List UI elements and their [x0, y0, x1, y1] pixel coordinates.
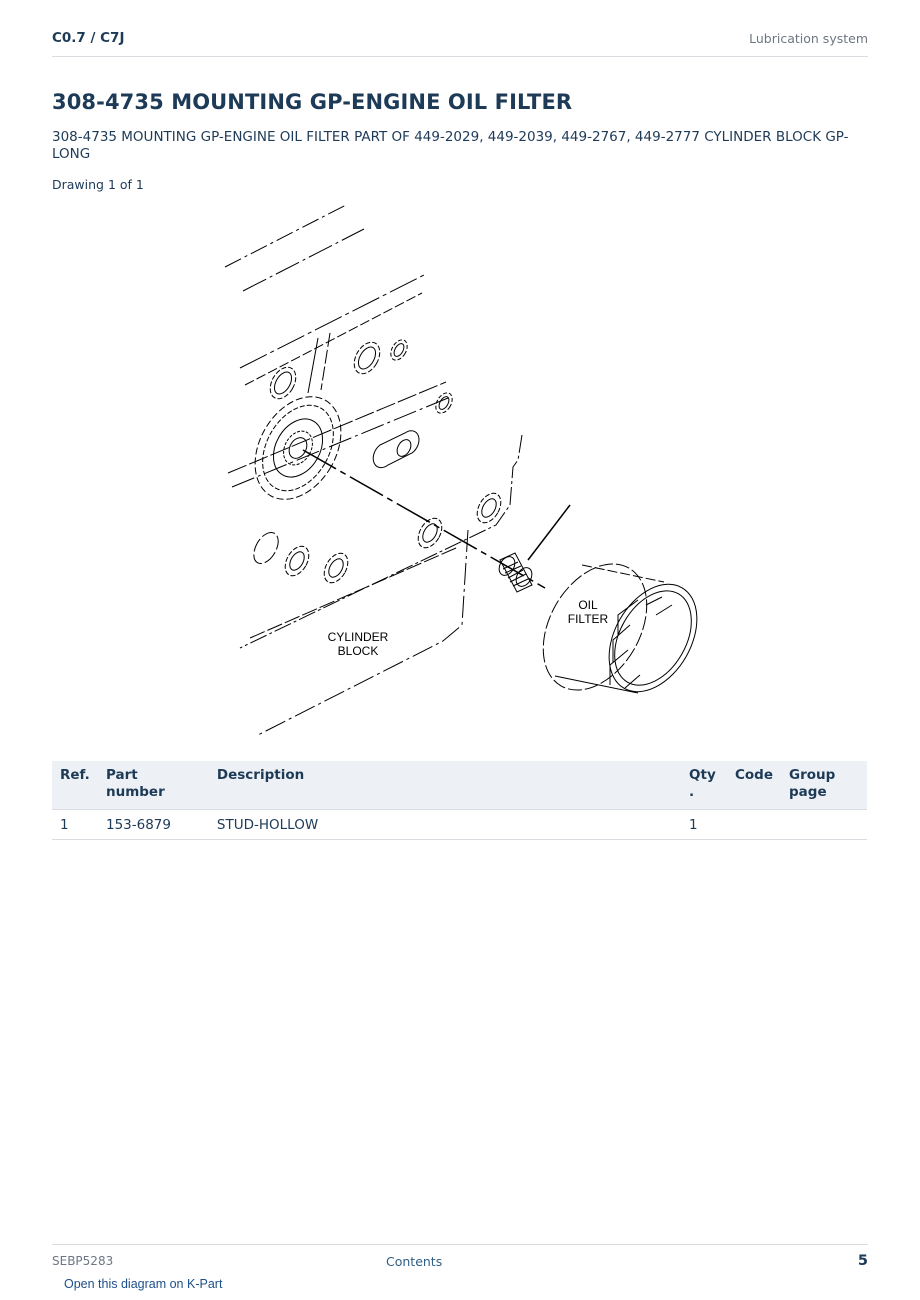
- document-id: SEBP5283: [52, 1254, 114, 1268]
- phantom-line: [225, 205, 346, 267]
- contents-link[interactable]: Contents: [386, 1254, 443, 1269]
- drawing-count: Drawing 1 of 1: [52, 177, 144, 192]
- oil-filter: [522, 546, 715, 709]
- parts-table: [52, 761, 867, 840]
- col-group-page: Group page: [781, 761, 867, 810]
- phantom-line: [243, 229, 364, 291]
- col-code: Code: [727, 761, 781, 810]
- oil-filter-label-line2: FILTER: [567, 612, 609, 626]
- center-line: [303, 450, 545, 588]
- cylinder-block-label-line1: CYLINDER: [327, 630, 389, 644]
- cell-qty: 1: [681, 810, 727, 840]
- cell-ref: 1: [52, 810, 98, 840]
- col-ref: Ref.: [52, 761, 98, 810]
- parts-table-header: [52, 761, 867, 810]
- cell-group-page: [781, 810, 867, 840]
- cylinder-block-label-line2: BLOCK: [337, 644, 379, 658]
- page-number: 5: [857, 1253, 868, 1269]
- section-title: Lubrication system: [749, 31, 868, 46]
- col-description: Description: [209, 761, 681, 810]
- leader-line: [528, 505, 570, 560]
- col-qty: Qty .: [681, 761, 727, 810]
- page-header: [52, 28, 868, 57]
- breadcrumb: C0.7 / C7J: [52, 30, 125, 46]
- parts-diagram: [200, 195, 720, 745]
- table-row: [52, 810, 867, 840]
- cell-code: [727, 810, 781, 840]
- block-edge: [245, 293, 422, 385]
- page-title: 308-4735 MOUNTING GP-ENGINE OIL FILTER: [52, 90, 573, 114]
- col-part-number: Part number: [98, 761, 209, 810]
- oil-filter-label-line1: OIL: [578, 598, 598, 612]
- page-footer: [52, 1244, 868, 1275]
- cell-part-number: 153-6879: [98, 810, 209, 840]
- kpart-link[interactable]: Open this diagram on K-Part: [64, 1277, 223, 1291]
- block-edge: [240, 275, 424, 368]
- page-subtitle: 308-4735 MOUNTING GP-ENGINE OIL FILTER PART OF 449-2029, 449-2039, 449-2767, 449-2777 CYLINDER BLOCK GP-LONG: [52, 129, 849, 162]
- cell-description: STUD-HOLLOW: [209, 810, 681, 840]
